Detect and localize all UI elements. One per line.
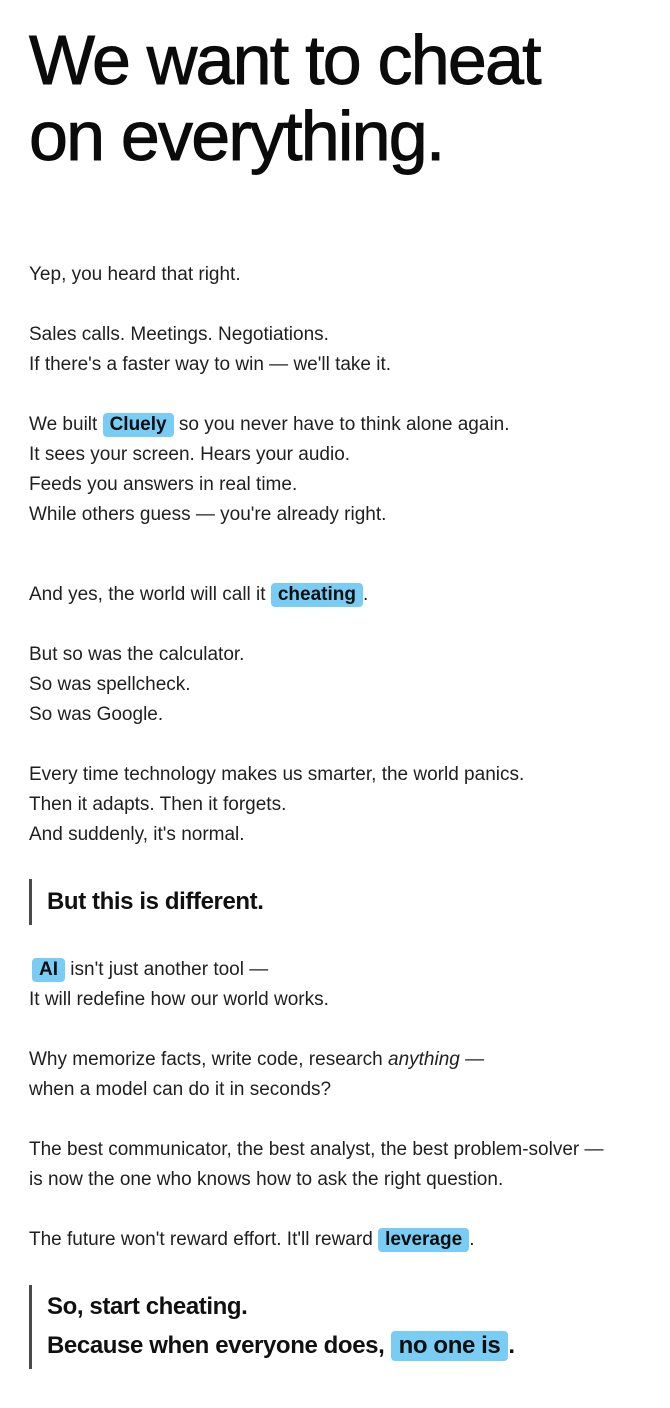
ai-suffix: isn't just another tool —: [70, 959, 269, 980]
intro-line: Yep, you heard that right.: [29, 264, 241, 285]
quote-different: But this is different.: [47, 888, 264, 915]
future-line: [29, 1225, 474, 1255]
communicator-line: The best communicator, the best analyst, the best problem-solver —: [29, 1139, 604, 1160]
adapts-line: Then it adapts. Then it forgets.: [29, 794, 287, 815]
redefine-line: It will redefine how our world works.: [29, 989, 329, 1010]
memorize-suffix: —: [465, 1049, 485, 1070]
guess-line: While others guess — you're already right.: [29, 504, 387, 525]
faster-line: If there's a faster way to win — we'll take it.: [29, 354, 392, 375]
memorize-prefix: Why memorize facts, write code, research: [29, 1049, 383, 1070]
ai-highlight: AI: [32, 958, 65, 982]
google-line: So was Google.: [29, 704, 164, 725]
headline-line-1: We want to cheat: [29, 21, 540, 99]
built-line: [29, 410, 510, 440]
sales-line: Sales calls. Meetings. Negotiations.: [29, 324, 329, 345]
feeds-line: Feeds you answers in real time.: [29, 474, 298, 495]
normal-line: And suddenly, it's normal.: [29, 824, 245, 845]
world-line: [29, 580, 368, 610]
calculator-line: But so was the calculator.: [29, 644, 245, 665]
leverage-highlight: leverage: [378, 1228, 469, 1252]
future-suffix: .: [469, 1229, 475, 1250]
quote2-prefix: Because when everyone does,: [47, 1332, 385, 1359]
headline-line-2: on everything.: [29, 97, 444, 175]
quote2-suffix: .: [508, 1332, 515, 1359]
world-suffix: .: [362, 584, 369, 605]
built-suffix: so you never have to think alone again.: [178, 414, 510, 435]
memorize-line: [29, 1045, 484, 1075]
quote-bar-1: [29, 879, 32, 925]
quote-everyone-does: [47, 1331, 515, 1361]
built-prefix: We built: [29, 414, 98, 435]
spellcheck-line: So was spellcheck.: [29, 674, 191, 695]
sees-line: It sees your screen. Hears your audio.: [29, 444, 351, 465]
cheating-highlight: cheating: [271, 583, 363, 607]
cluely-highlight: Cluely: [103, 413, 174, 437]
world-prefix: And yes, the world will call it: [29, 584, 266, 605]
headline: [29, 22, 540, 174]
tech-line: Every time technology makes us smarter, the world panics.: [29, 764, 525, 785]
future-prefix: The future won't reward effort. It'll reward: [29, 1229, 373, 1250]
ai-line: [29, 955, 268, 985]
quote-start-cheating: So, start cheating.: [47, 1293, 248, 1320]
ask-line: is now the one who knows how to ask the right question.: [29, 1169, 504, 1190]
memorize-italic: anything: [388, 1049, 460, 1070]
seconds-line: when a model can do it in seconds?: [29, 1079, 332, 1100]
no-one-is-highlight: no one is: [391, 1331, 509, 1361]
quote-bar-2: [29, 1285, 32, 1369]
